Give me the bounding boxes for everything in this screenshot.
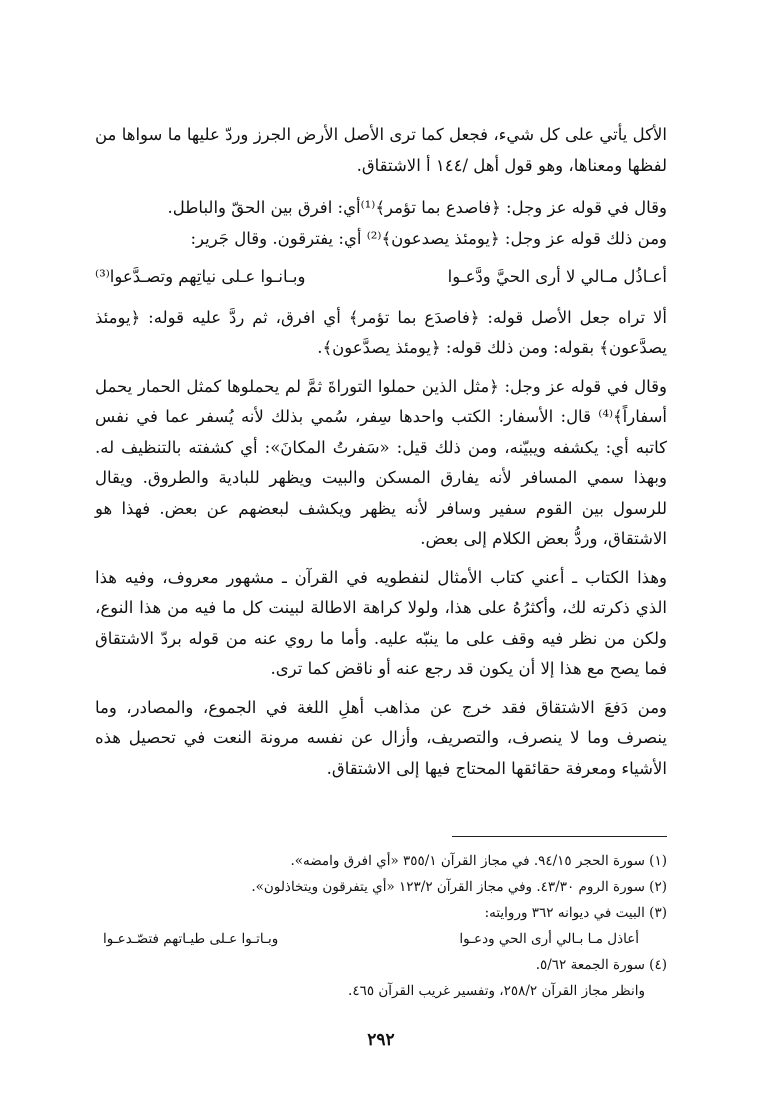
verse-first-hemistich: أعـاذُل مـالي لا أرى الحيَّ ودَّعـوا xyxy=(447,267,667,286)
footnote-3-verse-second: وبـاتـوا عـلى طيـاتهم فتصّـدعـوا xyxy=(103,931,279,947)
verse-second-hemistich: وبـانـوا عـلى نياتِهم وتصـدَّعوا⁽³⁾ xyxy=(95,267,306,286)
paragraph-4: وقال في قوله عز وجل: ﴿مثل الذين حملوا التوراةَ ثمَّ لم يحملوها كمثل الحمار يحمل أسفاراً﴾⁽⁴⁾ قال: الأسفار: الكتب واحدها سِفر، سُمي بذلك لأنه يُسفر عما في نفس كاتبه أي: يكشفه ويبيّنه، ومن ذلك قيل: «سَفرتُ المكانَ»: أي كشفته بالتنظيف له. وبهذا سمي المسافر لأنه يفارق المسكن والبيت ويظهر للبادية والطروق. ويقال للرسول بين القوم سفير وسافر لأنه يظهر ويكشف لبعضهم عن بعض. فهذا هو الاشتقاق، وردُّ بعض الكلام إلى بعض. xyxy=(95,376,667,548)
footnotes xyxy=(95,848,667,1004)
paragraph-5: وهذا الكتاب ـ أعني كتاب الأمثال لنفطويه في القرآن ـ مشهور معروف، وفيه هذا الذي ذكرته لك، وأكثرُهُ على هذا، ولولا كراهة الاطالة لبينت كل ما فيه من هذا النوع، ولكن من نظر فيه وقف على ما ينبّه عليه. وأما ما روي عنه من قوله بردّ الاشتقاق فما يصح مع هذا إلا أن يكون قد رجع عنه أو ناقض كما ترى. xyxy=(95,567,667,678)
footnote-4: (٤) سورة الجمعة ٥/٦٢. xyxy=(535,957,667,973)
main-text xyxy=(95,120,667,792)
footnote-3: (٣) البيت في ديوانه ٣٦٢ وروايته: xyxy=(484,905,667,921)
paragraph-1: الأكل يأتي على كل شيء، فجعل كما ترى الأصل الأرض الجرز وردّ عليها ما سواها من لفظها ومعناها، وهو قول أهل /١٤٤ أ الاشتقاق. xyxy=(95,125,667,175)
page-number: ٢٩٢ xyxy=(367,1030,395,1050)
poem-verse xyxy=(95,262,667,293)
footnote-4-continuation: وانظر مجاز القرآن ٢٥٨/٢، وتفسير غريب القرآن ٤٦٥. xyxy=(348,983,645,999)
footnote-1: (١) سورة الحجر ٩٤/١٥. في مجاز القرآن ٣٥٥/١ «أي افرق وامضه». xyxy=(290,853,667,869)
footnote-divider xyxy=(452,836,667,837)
paragraph-2-line-1: وقال في قوله عز وجل: ﴿فاصدع بما تؤمر﴾⁽¹⁾أي: افرق بين الحقّ والباطل. xyxy=(167,198,667,217)
paragraph-3: ألا تراه جعل الأصل قوله: ﴿فاصدَع بما تؤمر﴾ أي افرق، ثم ردَّ عليه قوله: ﴿يومئذ يصدَّعون﴾ بقوله: ومن ذلك قوله: ﴿يومئذ يصدَّعون﴾. xyxy=(95,307,667,357)
footnote-2: (٢) سورة الروم ٤٣/٣٠. وفي مجاز القرآن ١٢٣/٢ «أي يتفرقون ويتخاذلون». xyxy=(251,879,667,895)
footnote-3-verse xyxy=(95,926,667,952)
paragraph-2-line-2: ومن ذلك قوله عز وجل: ﴿يومئذ يصدعون﴾⁽²⁾ أي: يفترقون. وقال جَرير: xyxy=(190,228,667,248)
footnote-3-verse-first: أعاذل مـا بـالي أرى الحي ودعـوا xyxy=(459,931,639,947)
paragraph-6: ومن دَفعَ الاشتقاق فقد خرج عن مذاهب أهلِ اللغة في الجموع، والمصادر، وما ينصرف وما لا ينصرف، والتصريف، وأزال عن نفسه مرونة النعت في تحصيل هذه الأشياء ومعرفة حقائقها المحتاج فيها إلى الاشتقاق. xyxy=(95,697,667,778)
